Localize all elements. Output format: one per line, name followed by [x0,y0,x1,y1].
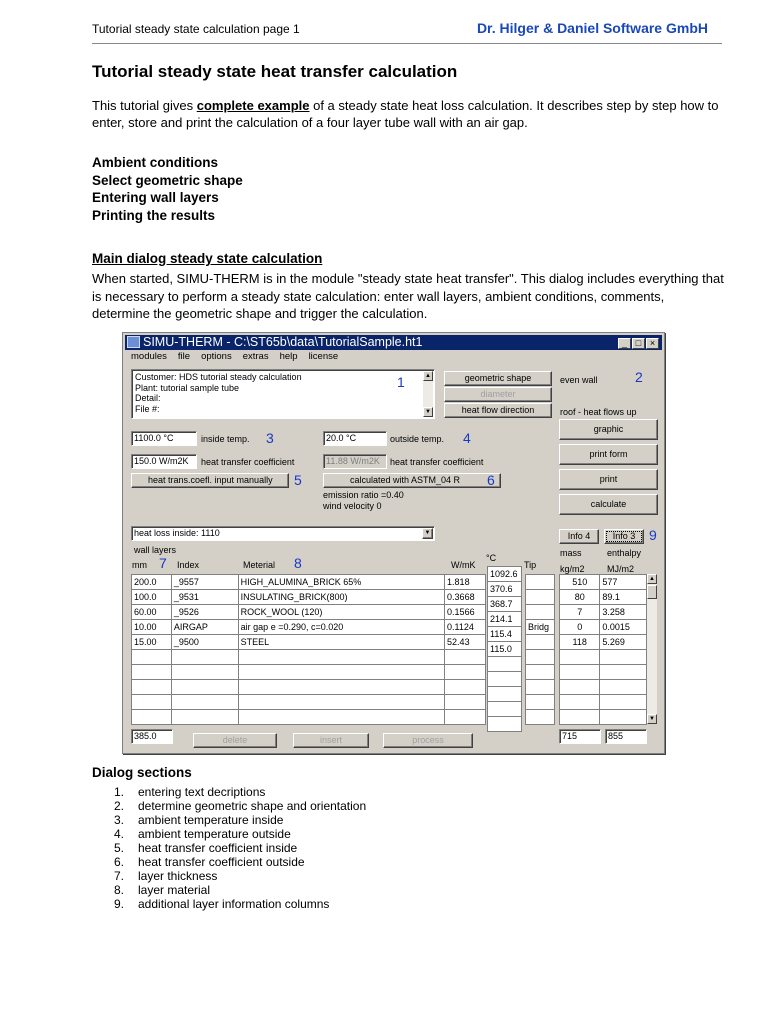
table-row[interactable] [132,665,486,680]
marker-3: 3 [266,430,274,446]
delete-button[interactable]: delete [193,733,277,748]
col-material-header: Meterial [243,560,276,570]
cell-mm[interactable]: 10.00 [132,620,172,635]
toc-item[interactable]: Printing the results [92,207,216,223]
section-title-main-dialog: Main dialog steady state calculation [92,251,323,266]
page-title: Tutorial steady state heat transfer calculation [92,62,458,81]
htc-inside-label: heat transfer coefficient [201,457,295,467]
section-text-main-dialog: When started, SIMU-THERM is in the module "steady state heat transfer". This dialog includes everything that is necessary to perform a steady state calculation: enter wall layers, ambient conditions, comments, determine the geometric shape and trigger the calculation. [92,271,724,321]
cell-mm[interactable]: 100.0 [132,590,172,605]
cell-wmk[interactable]: 0.1124 [445,620,486,635]
dialog-sections-list [114,785,366,911]
total-thickness-field: 385.0 [131,729,173,744]
comment-line: Detail: [135,393,161,403]
list-item: 5. heat transfer coefficient inside [114,841,298,855]
cell-tip[interactable] [526,635,555,650]
marker-5: 5 [294,472,302,488]
inside-temp-label: inside temp. [201,434,250,444]
list-item: 3. ambient temperature inside [114,813,284,827]
table-row[interactable] [132,620,486,635]
scroll-down-icon[interactable]: ▼ [423,407,433,417]
col-enthalpy-header: enthalpy [607,548,642,558]
layers-scrollbar[interactable] [647,574,657,724]
cell-mass: 0 [560,620,600,635]
marker-8: 8 [294,555,302,571]
scroll-up-icon[interactable]: ▲ [647,574,657,584]
cell-tip[interactable]: Bridg [526,620,555,635]
cell-enthalpy: 89.1 [600,590,647,605]
emission-ratio-label: emission ratio =0.40 [323,490,404,500]
cell-tip[interactable] [526,605,555,620]
menu-help[interactable]: help [279,351,298,362]
menu-modules[interactable]: modules [131,351,167,362]
info-columns-table [559,574,647,725]
cell-material[interactable]: HIGH_ALUMINA_BRICK 65% [238,575,444,590]
table-row[interactable] [132,605,486,620]
list-item: 9. additional layer information columns [114,897,330,911]
cell-mass: 80 [560,590,600,605]
print-button[interactable]: print [559,469,658,490]
graphic-button[interactable]: graphic [559,419,658,440]
menu-file[interactable]: file [177,351,191,362]
calculate-button[interactable]: calculate [559,494,658,515]
dialog-sections-title: Dialog sections [92,765,192,780]
toc-item[interactable]: Select geometric shape [92,172,243,188]
list-item: 4. ambient temperature outside [114,827,291,841]
cell-material[interactable]: STEEL [238,635,444,650]
heat-flow-label: roof - heat flows up [560,407,637,417]
menu-options[interactable]: options [201,351,232,362]
cell-index[interactable]: _9526 [171,605,238,620]
process-button[interactable]: process [383,733,473,748]
cell-mass: 118 [560,635,600,650]
cell-index[interactable]: _9531 [171,590,238,605]
cell-material[interactable]: ROCK_WOOL (120) [238,605,444,620]
intro-before: This tutorial gives [92,98,197,113]
cell-wmk[interactable]: 52.43 [445,635,486,650]
cell-temp: 115.0 [488,642,522,657]
comments-scrollbar[interactable] [423,371,433,417]
cell-mass: 510 [560,575,600,590]
menu-license[interactable]: license [308,351,339,362]
calculated-with-button[interactable]: calculated with ASTM_04 R [323,473,501,488]
htc-outside-label: heat transfer coefficient [390,457,484,467]
wind-velocity-label: wind velocity 0 [323,501,382,511]
cell-mass: 7 [560,605,600,620]
table-row[interactable] [132,650,486,665]
cell-material[interactable]: air gap e =0.290, c=0.020 [238,620,444,635]
cell-wmk[interactable]: 1.818 [445,575,486,590]
list-item: 1. entering text decriptions [114,785,266,799]
marker-9: 9 [649,527,657,543]
comment-line: Plant: tutorial sample tube [135,382,240,393]
cell-mm[interactable]: 200.0 [132,575,172,590]
app-icon [127,336,140,348]
total-enthalpy-field: 855 [605,729,647,744]
cell-enthalpy: 577 [600,575,647,590]
cell-enthalpy: 5.269 [600,635,647,650]
col-index-header: Index [177,560,200,570]
heat-loss-select[interactable]: heat loss inside: 1110 [131,526,435,541]
cell-temp: 115.4 [488,627,522,642]
cell-index[interactable]: _9500 [171,635,238,650]
geometric-shape-button[interactable]: geometric shape [444,371,552,386]
table-row[interactable] [132,635,486,650]
page-header-left: Tutorial steady state calculation page 1 [92,22,300,36]
total-mass-field: 715 [559,729,601,744]
outside-temp-input[interactable]: 20.0 °C [323,431,387,446]
cell-mm[interactable]: 60.00 [132,605,172,620]
print-form-button[interactable]: print form [559,444,658,465]
htc-manual-button[interactable]: heat trans.coefl. input manually [131,473,289,488]
cell-tip[interactable] [526,575,555,590]
marker-7: 7 [159,555,167,571]
menu-extras[interactable]: extras [242,351,269,362]
table-row[interactable] [132,695,486,710]
intro-paragraph [92,97,722,131]
table-row[interactable] [132,710,486,725]
cell-wmk[interactable]: 0.1566 [445,605,486,620]
heat-flow-direction-button[interactable]: heat flow direction [444,403,552,418]
toc-item[interactable]: Entering wall layers [92,190,219,205]
info-3-button[interactable]: Info 3 [604,529,644,544]
list-item: 6. heat transfer coefficient outside [114,855,305,869]
scroll-up-icon[interactable]: ▲ [423,371,433,381]
inside-temp-input[interactable]: 1100.0 °C [131,431,197,446]
table-row[interactable] [132,575,486,590]
dialog-titlebar [125,335,662,350]
col-tip-header: Tip [524,560,537,570]
menu-bar [131,351,338,362]
cell-material[interactable]: INSULATING_BRICK(800) [238,590,444,605]
col-enthalpy-unit: MJ/m2 [607,564,634,574]
cell-temp: 370.6 [488,582,522,597]
col-wmk-header: W/mK [451,560,476,570]
list-item: 2. determine geometric shape and orientation [114,799,367,813]
outside-temp-label: outside temp. [390,434,445,444]
cell-enthalpy: 3.258 [600,605,647,620]
intro-bold: complete example [196,98,310,113]
marker-1: 1 [397,374,405,390]
htc-outside-input: 11.88 W/m2K [323,454,387,469]
toc-item[interactable]: Ambient conditions [92,155,218,170]
minimize-icon[interactable]: _ [618,338,631,349]
cell-mm[interactable]: 15.00 [132,635,172,650]
col-degc-header: °C [486,553,497,563]
cell-index[interactable]: AIRGAP [171,620,238,635]
cell-temp: 368.7 [488,597,522,612]
marker-2: 2 [635,369,643,385]
cell-tip[interactable] [526,590,555,605]
chevron-down-icon[interactable]: ▼ [422,528,433,539]
scroll-thumb[interactable] [647,585,657,599]
info-4-button[interactable]: Info 4 [559,529,599,544]
col-mass-unit: kg/m2 [560,564,585,574]
comment-line: File #: [135,403,160,414]
dialog-title: SIMU-THERM - C:\ST65b\data\TutorialSample.ht1 [143,335,423,349]
header-divider [92,43,722,44]
maximize-icon[interactable]: □ [632,338,645,349]
table-row[interactable] [132,590,486,605]
wall-layers-label: wall layers [134,545,177,555]
diameter-button[interactable]: diameter [444,387,552,402]
tip-column [525,574,555,725]
marker-6: 6 [487,472,495,488]
scroll-down-icon[interactable]: ▼ [647,714,657,724]
layers-table [131,574,486,725]
htc-inside-input[interactable]: 150.0 W/m2K [131,454,197,469]
col-mass-header: mass [560,548,582,558]
col-mm-header: mm [132,560,147,570]
cell-enthalpy: 0.0015 [600,620,647,635]
marker-4: 4 [463,430,471,446]
insert-button[interactable]: insert [293,733,369,748]
intro-after: of a steady state heat loss calculation. It describes step by step how to enter, store and print the calculation of a four layer tube wall with an air gap. [92,98,719,130]
close-icon[interactable]: × [646,338,659,349]
comments-textarea[interactable] [131,369,435,419]
cell-index[interactable]: _9557 [171,575,238,590]
comment-line: Customer: HDS tutorial steady calculation [135,372,302,382]
cell-temp: 214.1 [488,612,522,627]
table-row[interactable] [132,680,486,695]
list-item: 7. layer thickness [114,869,218,883]
temperature-column [487,566,522,732]
simutherm-dialog-window [122,332,665,754]
list-item: 8. layer material [114,883,211,897]
shape-label: even wall [560,375,598,385]
cell-temp: 1092.6 [488,567,522,582]
cell-wmk[interactable]: 0.3668 [445,590,486,605]
page-header-company: Dr. Hilger & Daniel Software GmbH [476,20,708,36]
toc-list [92,154,243,224]
